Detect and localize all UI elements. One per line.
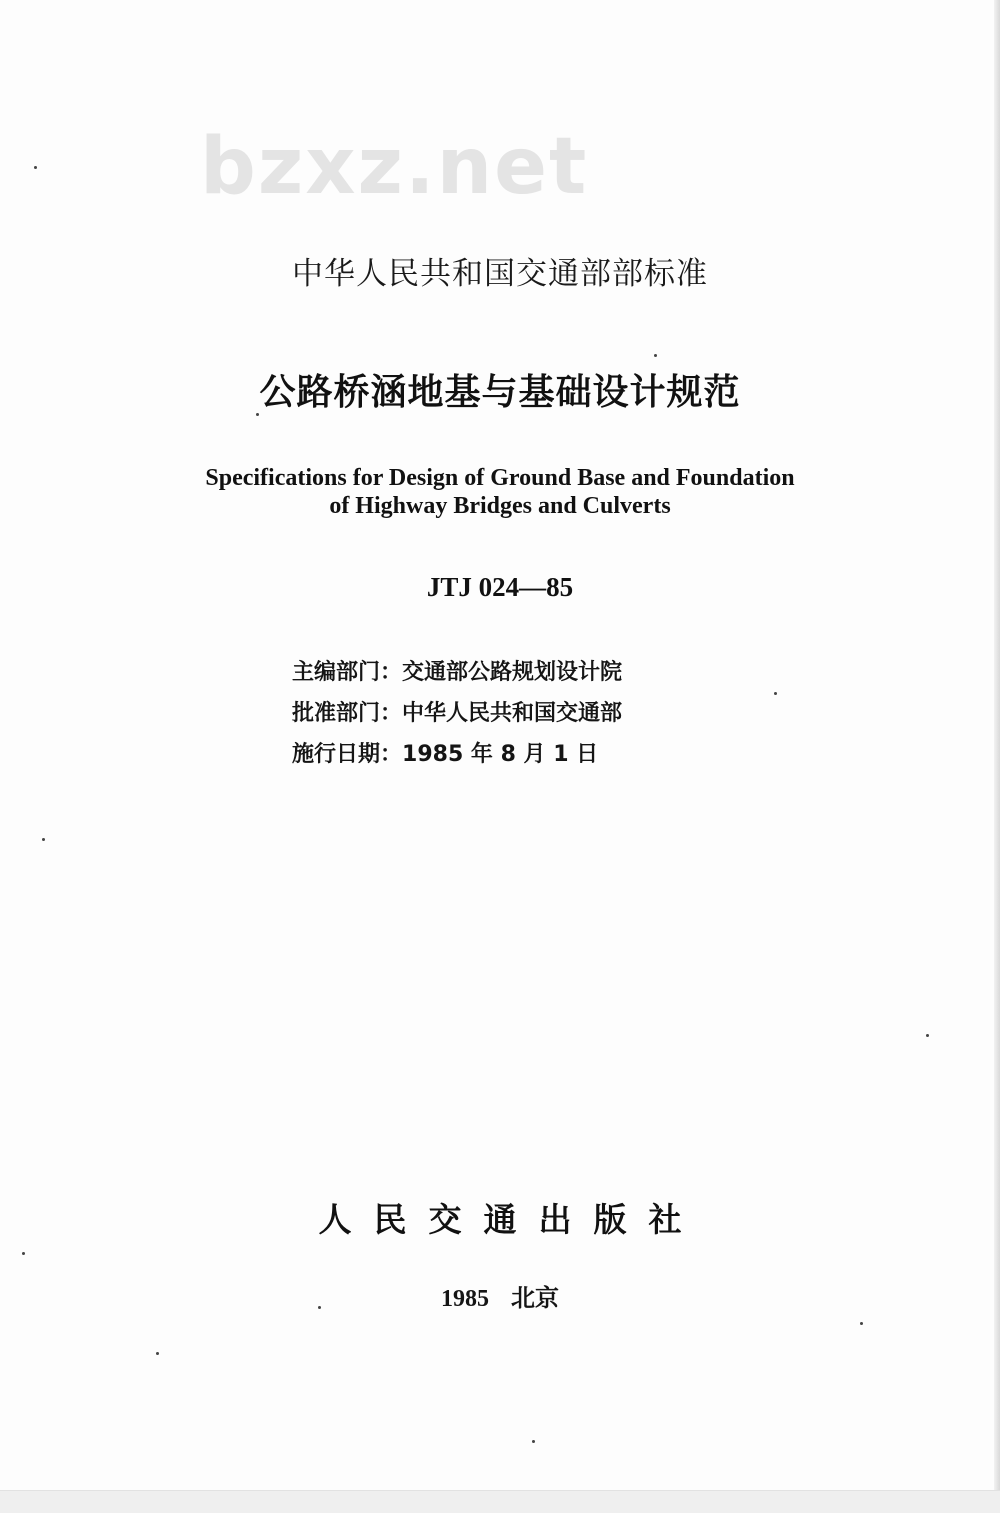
meta-separator: ： [380, 701, 403, 726]
scan-speck [774, 692, 777, 695]
meta-value: 交通部公路规划设计院 [402, 660, 623, 685]
metadata-block [292, 652, 622, 775]
scan-speck [926, 1034, 929, 1037]
document-title-chinese: 公路桥涵地基与基础设计规范 [259, 372, 741, 413]
meta-label: 批准部门 [292, 701, 381, 726]
imprint-line [0, 1278, 1000, 1313]
approval-department-row [292, 693, 622, 734]
meta-separator: ： [380, 742, 403, 767]
scan-speck [318, 1306, 321, 1309]
meta-value: 1985 年 8 月 1 日 [402, 742, 599, 767]
effective-date-row [292, 734, 622, 775]
meta-label: 施行日期 [292, 742, 381, 767]
document-title-english [0, 464, 1000, 520]
english-title-line-1: Specifications for Design of Ground Base and Foundation [205, 465, 795, 491]
page-right-edge [994, 0, 1000, 1513]
scan-speck [156, 1352, 159, 1355]
scan-speck [654, 354, 657, 357]
meta-label: 主编部门 [292, 660, 381, 685]
scan-speck [532, 1440, 535, 1443]
imprint-city: 北京 [511, 1286, 559, 1312]
imprint-year: 1985 [441, 1286, 489, 1312]
page-bottom-edge [0, 1490, 1000, 1513]
editor-department-row [292, 652, 622, 693]
meta-separator: ： [380, 660, 403, 685]
watermark-text: bzxz.net [200, 122, 589, 212]
standard-code: JTJ 024—85 [426, 572, 574, 602]
publisher-name: 人民交通出版社 [318, 1200, 704, 1239]
standard-organization: 中华人民共和国交通部部标准 [292, 256, 708, 292]
meta-value: 中华人民共和国交通部 [402, 701, 623, 726]
english-title-line-2: of Highway Bridges and Culverts [329, 493, 671, 519]
scan-speck [42, 838, 45, 841]
scan-speck [256, 413, 259, 416]
scan-speck [22, 1252, 25, 1255]
scan-speck [860, 1322, 863, 1325]
scan-speck [34, 166, 37, 169]
